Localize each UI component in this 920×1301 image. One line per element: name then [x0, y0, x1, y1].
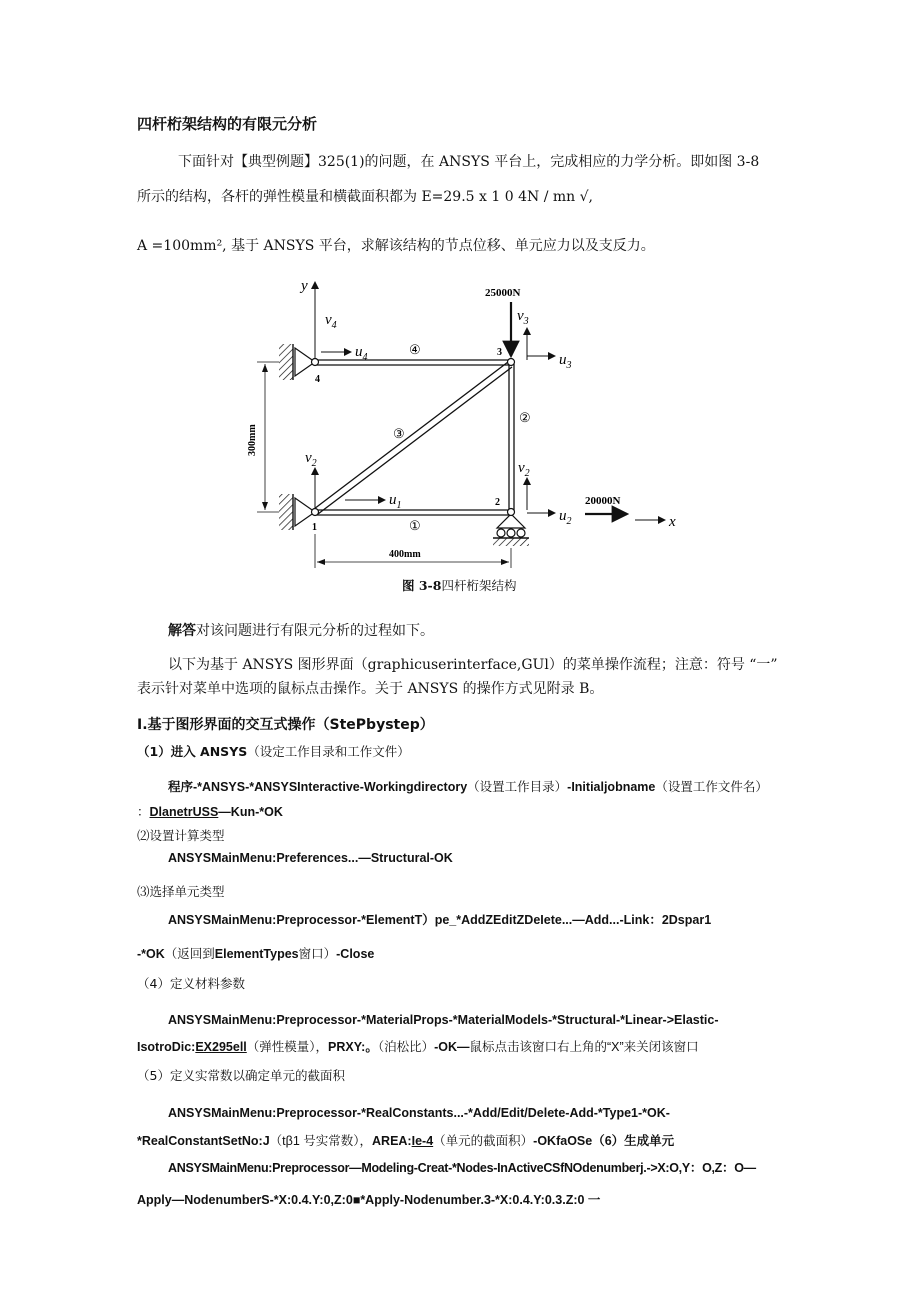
intro-line-2: 所示的结构，各杆的弹性模量和横截面积都为 E=29.5 x 1 0 4N / mn √, — [137, 189, 593, 205]
step6-line-2: Apply—NodenumberS-*X:0.4.Y:0,Z:0■*Apply-Nodenumber.3-*X:0.4.Y:0.3.Z:0 一 — [137, 1193, 601, 1207]
v2-right-label: $v_2$ — [518, 460, 530, 479]
member-4 — [315, 360, 512, 365]
step1-heading — [137, 742, 410, 760]
step5-line-2: *RealConstantSetNo:J（tβ1 号实常数），AREA:Ie-4（单元的截面积）-OKfaOSe（6）生成单元 — [137, 1134, 675, 1148]
member-2 — [509, 364, 514, 512]
node-marker-4 — [312, 359, 319, 366]
dimension-horizontal-label: 400mm — [389, 549, 421, 560]
step2-line-1: ANSYSMainMenu:Preferences...—Structural-OK — [168, 851, 453, 865]
answer-label: 解答 — [168, 623, 196, 639]
step1-heading-rest: （设定工作目录和工作文件） — [247, 744, 410, 759]
v4-label: $v_4$ — [325, 312, 337, 331]
element-label-3: ③ — [393, 426, 405, 441]
step3-heading: ⑶选择单元类型 — [137, 884, 225, 899]
load-top-label: 25000N — [485, 287, 521, 299]
element-label-1: ① — [409, 518, 421, 533]
section-heading: I.基于图形界面的交互式操作（StePbystep） — [137, 717, 434, 733]
member-1 — [315, 510, 512, 515]
node-label-3: 3 — [497, 347, 502, 358]
dimension-vertical-label: 300mm — [247, 424, 258, 456]
roller-support-node-2 — [493, 514, 529, 546]
step4-heading: （4）定义材料参数 — [137, 976, 245, 991]
step1-line-2: ：DlanetrUSS—Kun-*OK — [137, 805, 283, 819]
step5-line-1: ANSYSMainMenu:Preprocessor-*RealConstants...-*Add/Edit/Delete-Add-*Type1-*OK- — [168, 1106, 670, 1120]
step2-heading: ⑵设置计算类型 — [137, 828, 225, 843]
u4-label: $u_4$ — [355, 344, 368, 363]
y-axis-label: y — [301, 278, 308, 294]
gui-intro-line-2: 表示针对菜单中选项的鼠标点击操作。关于 ANSYS 的操作方式见附录 B。 — [137, 681, 604, 697]
pin-support-node-4 — [279, 344, 315, 380]
page-title: 四杆桁架结构的有限元分析 — [137, 115, 318, 133]
node-label-2: 2 — [495, 497, 500, 508]
truss-figure — [235, 272, 705, 572]
node-marker-3 — [508, 359, 515, 366]
node-marker-2 — [508, 509, 515, 516]
step6-line-1: ANSYSMainMenu:Preprocessor—Modeling-Creat-*Nodes-InActiveCSfNOdenumberj.->X:O,Y：O,Z：O— — [168, 1161, 756, 1175]
element-label-2: ② — [519, 410, 531, 425]
x-axis-label: x — [669, 514, 676, 530]
step3-line-2: -*OK（返回到ElementTypes窗口）-Close — [137, 947, 375, 961]
answer-line — [168, 620, 434, 640]
node-label-1: 1 — [312, 522, 317, 533]
dimension-horizontal — [315, 534, 511, 568]
figure-caption-number: 图 3-8 — [402, 578, 442, 593]
step1-heading-bold: （1）进入 ANSYS — [137, 744, 248, 759]
figure-caption-text: 四杆桁架结构 — [441, 578, 517, 593]
step5-heading: （5）定义实常数以确定单元的截面积 — [137, 1068, 345, 1083]
load-right-label: 20000N — [585, 495, 621, 507]
v3-label: $v_3$ — [517, 308, 529, 327]
pin-support-node-1 — [279, 494, 315, 530]
gui-intro-line-1: 以下为基于 ANSYS 图形界面（graphicuserinterface,GUl）的菜单操作流程；注意：符号 “一” — [168, 657, 778, 673]
figure-caption — [402, 576, 516, 594]
v2-left-label: $v_2$ — [305, 450, 317, 469]
step3-line-1: ANSYSMainMenu:Preprocessor-*ElementT）pe_*AddZEditZDeIete...—Add...-Link：2Dspar1 — [168, 913, 712, 927]
u2-label: $u_2$ — [559, 508, 572, 527]
member-3 — [314, 362, 512, 514]
step1-line-1: 程序-*ANSYS-*ANSYSInteractive-Workingdirectory（设置工作目录）-Initialjobname（设置工作文件名） — [168, 780, 768, 794]
u3-label: $u_3$ — [559, 352, 572, 371]
step4-line-2: IsotroDic:EX295ell（弹性模量），PRXY:。（泊松比）-OK—鼠标点击该窗口右上角的“X”来关闭该窗口 — [137, 1040, 699, 1054]
u1-label: $u_1$ — [389, 492, 402, 511]
step4-line-1: ANSYSMainMenu:Preprocessor-*MaterialProps-*MaterialModels-*Structural-*Linear->Elastic- — [168, 1013, 719, 1027]
node-marker-1 — [312, 509, 319, 516]
answer-text: 对该问题进行有限元分析的过程如下。 — [196, 623, 434, 639]
node-label-4: 4 — [315, 374, 320, 385]
dimension-vertical — [247, 362, 279, 512]
intro-line-1: 下面针对【典型例题】325(1)的问题，在 ANSYS 平台上，完成相应的力学分析。即如图 3-8 — [178, 154, 760, 170]
element-label-4: ④ — [409, 342, 421, 357]
intro-line-3: A =100mm², 基于 ANSYS 平台，求解该结构的节点位移、单元应力以及支反力。 — [137, 238, 655, 254]
